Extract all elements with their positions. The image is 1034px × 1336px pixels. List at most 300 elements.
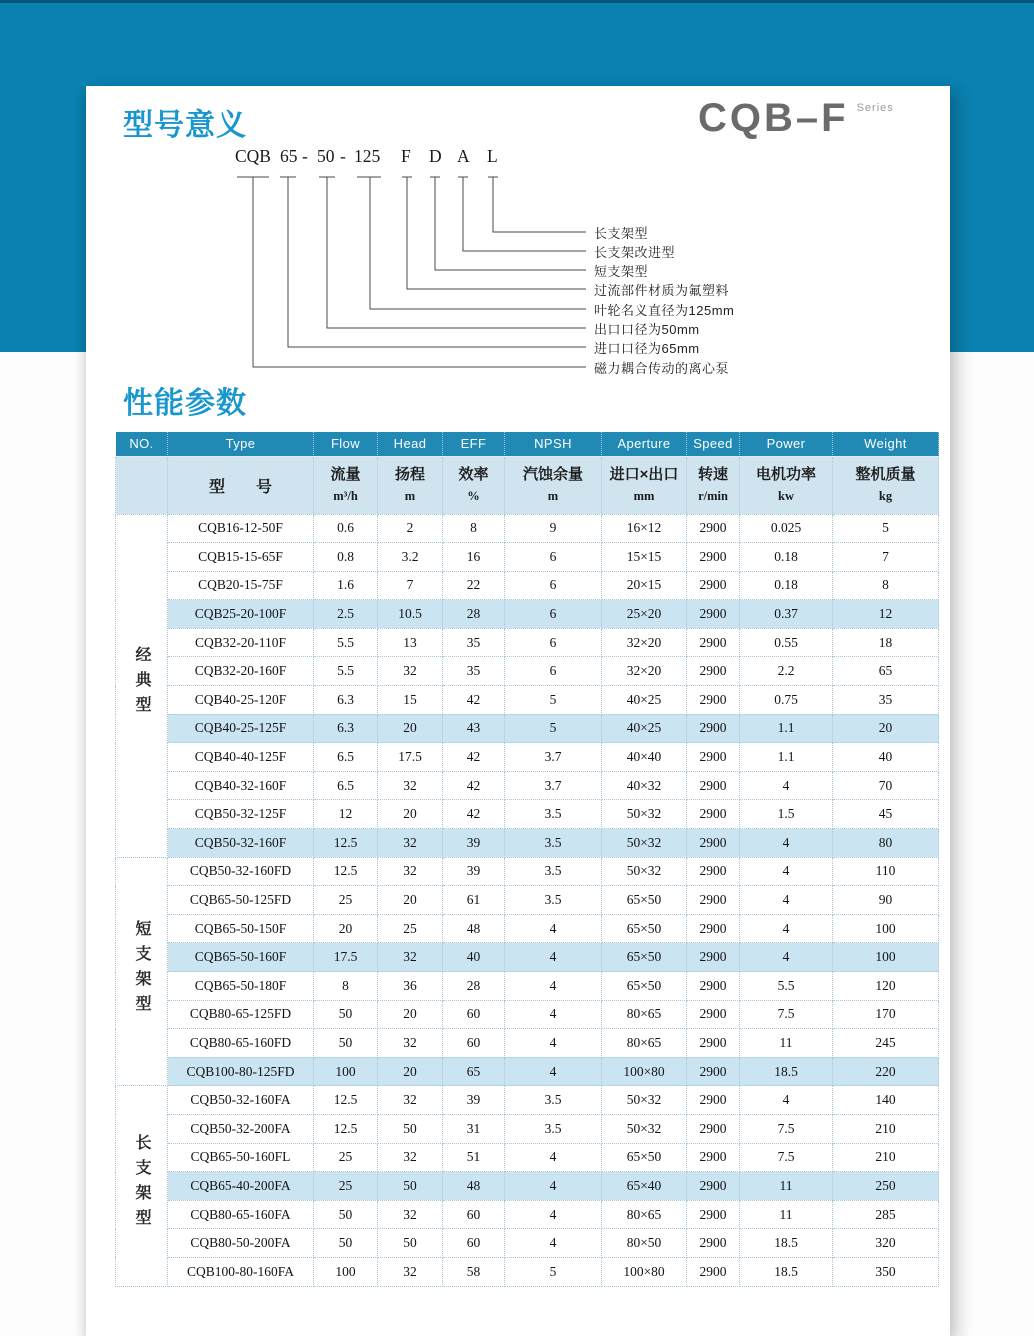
column-header-en: Power xyxy=(740,432,833,456)
cell-value: 12.5 xyxy=(314,1086,378,1115)
cell-value: 2900 xyxy=(687,829,740,858)
cell-value: 2900 xyxy=(687,1086,740,1115)
cell-value: 60 xyxy=(443,1200,505,1229)
cell-type: CQB50-32-160FA xyxy=(168,1086,314,1115)
brand-logo xyxy=(698,96,894,141)
table-row xyxy=(116,914,939,943)
cell-value: 90 xyxy=(833,886,939,915)
cell-value: 42 xyxy=(443,800,505,829)
cell-value: 5 xyxy=(505,686,602,715)
code-annotation: 叶轮名义直径为125mm xyxy=(594,303,735,318)
cell-value: 65×50 xyxy=(602,1143,687,1172)
cell-value: 2900 xyxy=(687,771,740,800)
cell-value: 50×32 xyxy=(602,829,687,858)
cell-value: 12 xyxy=(314,800,378,829)
cell-value: 65×50 xyxy=(602,886,687,915)
cell-value: 11 xyxy=(740,1172,833,1201)
code-part-bracket-a: A xyxy=(457,146,470,166)
cell-value: 2900 xyxy=(687,1229,740,1258)
cell-value: 50×32 xyxy=(602,1114,687,1143)
no-header-cell xyxy=(116,456,168,514)
cell-value: 2900 xyxy=(687,972,740,1001)
cell-type: CQB50-32-200FA xyxy=(168,1114,314,1143)
cell-value: 50 xyxy=(314,1000,378,1029)
cell-value: 32 xyxy=(378,657,443,686)
cell-value: 11 xyxy=(740,1200,833,1229)
cell-value: 110 xyxy=(833,857,939,886)
column-header-cn: 效率 % xyxy=(443,456,505,514)
cell-value: 250 xyxy=(833,1172,939,1201)
cell-value: 4 xyxy=(505,1143,602,1172)
cell-value: 11 xyxy=(740,1029,833,1058)
cell-value: 2900 xyxy=(687,1257,740,1286)
table-row xyxy=(116,857,939,886)
cell-value: 4 xyxy=(505,914,602,943)
cell-value: 3.5 xyxy=(505,829,602,858)
cell-value: 20 xyxy=(833,714,939,743)
cell-value: 12.5 xyxy=(314,857,378,886)
cell-value: 43 xyxy=(443,714,505,743)
cell-value: 1.1 xyxy=(740,714,833,743)
code-separator: - xyxy=(302,146,308,166)
code-annotation: 进口口径为65mm xyxy=(594,341,700,356)
cell-type: CQB80-65-160FA xyxy=(168,1200,314,1229)
cell-value: 15×15 xyxy=(602,543,687,572)
cell-value: 2.5 xyxy=(314,600,378,629)
cell-value: 65 xyxy=(443,1057,505,1086)
cell-value: 20 xyxy=(378,1000,443,1029)
table-row xyxy=(116,800,939,829)
cell-value: 12 xyxy=(833,600,939,629)
table-row xyxy=(116,1200,939,1229)
column-header-cn: 整机质量 kg xyxy=(833,456,939,514)
cell-value: 4 xyxy=(740,1086,833,1115)
cell-value: 80×65 xyxy=(602,1029,687,1058)
cell-value: 20 xyxy=(378,714,443,743)
cell-value: 65×50 xyxy=(602,914,687,943)
cell-value: 0.75 xyxy=(740,686,833,715)
cell-value: 22 xyxy=(443,571,505,600)
cell-value: 50×32 xyxy=(602,857,687,886)
cell-value: 65×40 xyxy=(602,1172,687,1201)
group-label: 短支架型 xyxy=(116,857,168,1086)
cell-value: 32 xyxy=(378,1257,443,1286)
cell-value: 25 xyxy=(378,914,443,943)
cell-value: 40×25 xyxy=(602,686,687,715)
cell-value: 2900 xyxy=(687,686,740,715)
table-row xyxy=(116,771,939,800)
cell-value: 40×32 xyxy=(602,771,687,800)
table-row xyxy=(116,886,939,915)
cell-value: 2900 xyxy=(687,1200,740,1229)
cell-value: 80 xyxy=(833,829,939,858)
performance-params-title: 性能参数 xyxy=(123,387,247,420)
cell-value: 39 xyxy=(443,829,505,858)
cell-value: 350 xyxy=(833,1257,939,1286)
diagram-connector-lines xyxy=(86,140,950,386)
cell-value: 65×50 xyxy=(602,943,687,972)
column-header-en: Aperture xyxy=(602,432,687,456)
cell-value: 6 xyxy=(505,571,602,600)
cell-value: 3.7 xyxy=(505,771,602,800)
cell-value: 32 xyxy=(378,1029,443,1058)
cell-value: 2900 xyxy=(687,886,740,915)
cell-value: 18.5 xyxy=(740,1229,833,1258)
table-row xyxy=(116,686,939,715)
cell-value: 6.5 xyxy=(314,771,378,800)
cell-value: 13 xyxy=(378,628,443,657)
cell-type: CQB16-12-50F xyxy=(168,514,314,543)
cell-value: 2900 xyxy=(687,714,740,743)
column-header-en: Weight xyxy=(833,432,939,456)
cell-value: 2900 xyxy=(687,657,740,686)
cell-value: 12.5 xyxy=(314,829,378,858)
cell-value: 6 xyxy=(505,543,602,572)
cell-value: 120 xyxy=(833,972,939,1001)
cell-value: 25 xyxy=(314,1143,378,1172)
cell-value: 35 xyxy=(443,657,505,686)
column-header-cn: 扬程 m xyxy=(378,456,443,514)
cell-value: 4 xyxy=(740,857,833,886)
cell-value: 25×20 xyxy=(602,600,687,629)
code-part-inlet: 65 xyxy=(280,146,298,166)
cell-value: 31 xyxy=(443,1114,505,1143)
cell-value: 28 xyxy=(443,600,505,629)
cell-value: 8 xyxy=(314,972,378,1001)
cell-value: 51 xyxy=(443,1143,505,1172)
cell-value: 220 xyxy=(833,1057,939,1086)
cell-value: 4 xyxy=(740,771,833,800)
table-row xyxy=(116,1029,939,1058)
cell-value: 3.5 xyxy=(505,1086,602,1115)
cell-type: CQB80-50-200FA xyxy=(168,1229,314,1258)
cell-value: 100×80 xyxy=(602,1057,687,1086)
cell-value: 7 xyxy=(833,543,939,572)
table-row xyxy=(116,571,939,600)
brand-name: CQB–F xyxy=(698,96,849,140)
cell-type: CQB50-32-160F xyxy=(168,829,314,858)
table-row xyxy=(116,972,939,1001)
cell-value: 40 xyxy=(833,743,939,772)
brand-series-label: Series xyxy=(856,102,894,114)
cell-value: 32 xyxy=(378,1200,443,1229)
cell-value: 42 xyxy=(443,771,505,800)
table-row xyxy=(116,1143,939,1172)
cell-value: 2900 xyxy=(687,1143,740,1172)
cell-value: 25 xyxy=(314,886,378,915)
code-annotation: 过流部件材质为氟塑料 xyxy=(594,283,730,298)
cell-type: CQB25-20-100F xyxy=(168,600,314,629)
cell-type: CQB65-50-180F xyxy=(168,972,314,1001)
cell-value: 4 xyxy=(740,943,833,972)
cell-value: 18 xyxy=(833,628,939,657)
column-header-cn: 流量 m³/h xyxy=(314,456,378,514)
cell-type: CQB80-65-160FD xyxy=(168,1029,314,1058)
cell-value: 50×32 xyxy=(602,800,687,829)
cell-value: 100 xyxy=(833,914,939,943)
cell-value: 170 xyxy=(833,1000,939,1029)
code-separator: - xyxy=(340,146,346,166)
cell-value: 5 xyxy=(505,1257,602,1286)
cell-value: 6 xyxy=(505,600,602,629)
cell-value: 60 xyxy=(443,1229,505,1258)
cell-value: 20 xyxy=(378,800,443,829)
cell-value: 0.8 xyxy=(314,543,378,572)
cell-type: CQB40-40-125F xyxy=(168,743,314,772)
cell-value: 4 xyxy=(505,1000,602,1029)
cell-value: 17.5 xyxy=(314,943,378,972)
cell-type: CQB32-20-110F xyxy=(168,628,314,657)
cell-value: 2900 xyxy=(687,571,740,600)
catalog-page xyxy=(86,86,950,1336)
cell-type: CQB100-80-125FD xyxy=(168,1057,314,1086)
cell-value: 45 xyxy=(833,800,939,829)
cell-value: 3.5 xyxy=(505,886,602,915)
code-part-material: F xyxy=(401,146,411,166)
table-row xyxy=(116,600,939,629)
cell-value: 50 xyxy=(314,1029,378,1058)
cell-value: 4 xyxy=(505,972,602,1001)
column-header-en: EFF xyxy=(443,432,505,456)
cell-value: 1.6 xyxy=(314,571,378,600)
cell-value: 6 xyxy=(505,628,602,657)
cell-value: 32 xyxy=(378,943,443,972)
cell-value: 5 xyxy=(505,714,602,743)
cell-type: CQB20-15-75F xyxy=(168,571,314,600)
cell-value: 28 xyxy=(443,972,505,1001)
cell-value: 100 xyxy=(833,943,939,972)
cell-value: 140 xyxy=(833,1086,939,1115)
cell-value: 2900 xyxy=(687,743,740,772)
cell-value: 36 xyxy=(378,972,443,1001)
column-header-en: Flow xyxy=(314,432,378,456)
cell-value: 100×80 xyxy=(602,1257,687,1286)
table-row xyxy=(116,1229,939,1258)
cell-value: 2900 xyxy=(687,1029,740,1058)
code-part-bracket-l: L xyxy=(487,146,498,166)
cell-value: 80×65 xyxy=(602,1200,687,1229)
cell-value: 60 xyxy=(443,1029,505,1058)
cell-value: 5.5 xyxy=(740,972,833,1001)
column-header-en: NPSH xyxy=(505,432,602,456)
cell-value: 3.5 xyxy=(505,857,602,886)
cell-type: CQB50-32-125F xyxy=(168,800,314,829)
cell-type: CQB65-50-150F xyxy=(168,914,314,943)
cell-value: 20 xyxy=(314,914,378,943)
cell-value: 42 xyxy=(443,743,505,772)
cell-value: 2 xyxy=(378,514,443,543)
cell-value: 6.3 xyxy=(314,686,378,715)
performance-table xyxy=(115,432,939,1287)
cell-value: 32 xyxy=(378,771,443,800)
cell-value: 3.7 xyxy=(505,743,602,772)
cell-value: 2900 xyxy=(687,600,740,629)
cell-value: 0.6 xyxy=(314,514,378,543)
cell-value: 7.5 xyxy=(740,1000,833,1029)
cell-value: 12.5 xyxy=(314,1114,378,1143)
cell-value: 32 xyxy=(378,1086,443,1115)
table-row xyxy=(116,1114,939,1143)
type-header-cn: 型 号 xyxy=(168,456,314,514)
code-part-outlet: 50 xyxy=(317,146,335,166)
cell-value: 0.18 xyxy=(740,571,833,600)
cell-type: CQB65-50-160FL xyxy=(168,1143,314,1172)
cell-type: CQB40-25-120F xyxy=(168,686,314,715)
cell-value: 7 xyxy=(378,571,443,600)
column-header-cn: 转速 r/min xyxy=(687,456,740,514)
cell-value: 16×12 xyxy=(602,514,687,543)
cell-value: 20 xyxy=(378,1057,443,1086)
performance-table-wrap xyxy=(115,432,938,1287)
cell-value: 50 xyxy=(314,1229,378,1258)
column-header-en: Head xyxy=(378,432,443,456)
cell-value: 6.3 xyxy=(314,714,378,743)
table-row xyxy=(116,1000,939,1029)
cell-value: 2900 xyxy=(687,1000,740,1029)
cell-value: 4 xyxy=(505,1057,602,1086)
cell-value: 100 xyxy=(314,1257,378,1286)
table-row xyxy=(116,1257,939,1286)
cell-value: 5.5 xyxy=(314,628,378,657)
cell-value: 70 xyxy=(833,771,939,800)
code-annotation: 长支架改进型 xyxy=(594,245,676,260)
cell-value: 0.37 xyxy=(740,600,833,629)
cell-value: 5.5 xyxy=(314,657,378,686)
table-row xyxy=(116,657,939,686)
cell-type: CQB32-20-160F xyxy=(168,657,314,686)
table-row xyxy=(116,743,939,772)
cell-value: 7.5 xyxy=(740,1114,833,1143)
cell-value: 15 xyxy=(378,686,443,715)
cell-value: 48 xyxy=(443,914,505,943)
cell-value: 35 xyxy=(833,686,939,715)
model-meaning-title: 型号意义 xyxy=(123,109,247,142)
cell-type: CQB65-50-160F xyxy=(168,943,314,972)
column-header-en: Type xyxy=(168,432,314,456)
cell-value: 32×20 xyxy=(602,628,687,657)
cell-value: 2900 xyxy=(687,914,740,943)
cell-value: 2900 xyxy=(687,514,740,543)
cell-value: 4 xyxy=(505,1229,602,1258)
column-header-cn: 汽蚀余量 m xyxy=(505,456,602,514)
cell-value: 8 xyxy=(443,514,505,543)
cell-value: 0.025 xyxy=(740,514,833,543)
cell-value: 245 xyxy=(833,1029,939,1058)
cell-value: 32 xyxy=(378,829,443,858)
cell-value: 1.5 xyxy=(740,800,833,829)
cell-value: 4 xyxy=(740,886,833,915)
cell-value: 20×15 xyxy=(602,571,687,600)
column-header-en: NO. xyxy=(116,432,168,456)
cell-value: 20 xyxy=(378,886,443,915)
cell-value: 17.5 xyxy=(378,743,443,772)
cell-value: 4 xyxy=(505,1029,602,1058)
table-row xyxy=(116,628,939,657)
cell-value: 210 xyxy=(833,1143,939,1172)
cell-value: 7.5 xyxy=(740,1143,833,1172)
cell-value: 39 xyxy=(443,1086,505,1115)
table-row xyxy=(116,1086,939,1115)
group-label: 经典型 xyxy=(116,514,168,857)
cell-value: 210 xyxy=(833,1114,939,1143)
cell-value: 2900 xyxy=(687,628,740,657)
cell-value: 50 xyxy=(378,1172,443,1201)
cell-value: 2900 xyxy=(687,543,740,572)
cell-value: 80×50 xyxy=(602,1229,687,1258)
cell-value: 320 xyxy=(833,1229,939,1258)
cell-value: 8 xyxy=(833,571,939,600)
cell-value: 0.18 xyxy=(740,543,833,572)
cell-value: 2900 xyxy=(687,1172,740,1201)
cell-value: 6.5 xyxy=(314,743,378,772)
cell-value: 32 xyxy=(378,857,443,886)
cell-value: 100 xyxy=(314,1057,378,1086)
cell-value: 9 xyxy=(505,514,602,543)
cell-value: 2900 xyxy=(687,800,740,829)
column-header-cn: 电机功率 kw xyxy=(740,456,833,514)
cell-value: 18.5 xyxy=(740,1057,833,1086)
cell-value: 65×50 xyxy=(602,972,687,1001)
cell-value: 2900 xyxy=(687,1057,740,1086)
code-part-pump-type: CQB xyxy=(235,146,271,166)
cell-value: 3.5 xyxy=(505,800,602,829)
cell-value: 18.5 xyxy=(740,1257,833,1286)
cell-value: 40×40 xyxy=(602,743,687,772)
table-row xyxy=(116,829,939,858)
cell-value: 0.55 xyxy=(740,628,833,657)
cell-value: 61 xyxy=(443,886,505,915)
code-annotation: 磁力耦合传动的离心泵 xyxy=(594,361,730,376)
cell-type: CQB40-32-160F xyxy=(168,771,314,800)
cell-type: CQB15-15-65F xyxy=(168,543,314,572)
cell-value: 6 xyxy=(505,657,602,686)
cell-value: 50 xyxy=(378,1114,443,1143)
cell-value: 25 xyxy=(314,1172,378,1201)
cell-value: 40 xyxy=(443,943,505,972)
cell-value: 285 xyxy=(833,1200,939,1229)
cell-value: 50 xyxy=(314,1200,378,1229)
table-row xyxy=(116,1172,939,1201)
group-label: 长支架型 xyxy=(116,1086,168,1286)
cell-value: 50 xyxy=(378,1229,443,1258)
table-row xyxy=(116,714,939,743)
column-header-en: Speed xyxy=(687,432,740,456)
cell-value: 4 xyxy=(505,1172,602,1201)
cell-value: 3.5 xyxy=(505,1114,602,1143)
table-row xyxy=(116,943,939,972)
cell-value: 10.5 xyxy=(378,600,443,629)
cell-value: 16 xyxy=(443,543,505,572)
cell-value: 40×25 xyxy=(602,714,687,743)
cell-value: 2900 xyxy=(687,1114,740,1143)
cell-value: 2900 xyxy=(687,857,740,886)
cell-type: CQB80-65-125FD xyxy=(168,1000,314,1029)
cell-value: 2900 xyxy=(687,943,740,972)
cell-value: 4 xyxy=(505,1200,602,1229)
cell-value: 32×20 xyxy=(602,657,687,686)
model-code-diagram xyxy=(86,140,950,386)
cell-value: 3.2 xyxy=(378,543,443,572)
cell-value: 50×32 xyxy=(602,1086,687,1115)
cell-value: 32 xyxy=(378,1143,443,1172)
cell-value: 60 xyxy=(443,1000,505,1029)
table-row xyxy=(116,1057,939,1086)
cell-value: 48 xyxy=(443,1172,505,1201)
cell-value: 4 xyxy=(740,829,833,858)
cell-type: CQB40-25-125F xyxy=(168,714,314,743)
code-annotation: 长支架型 xyxy=(594,226,649,241)
cell-type: CQB50-32-160FD xyxy=(168,857,314,886)
